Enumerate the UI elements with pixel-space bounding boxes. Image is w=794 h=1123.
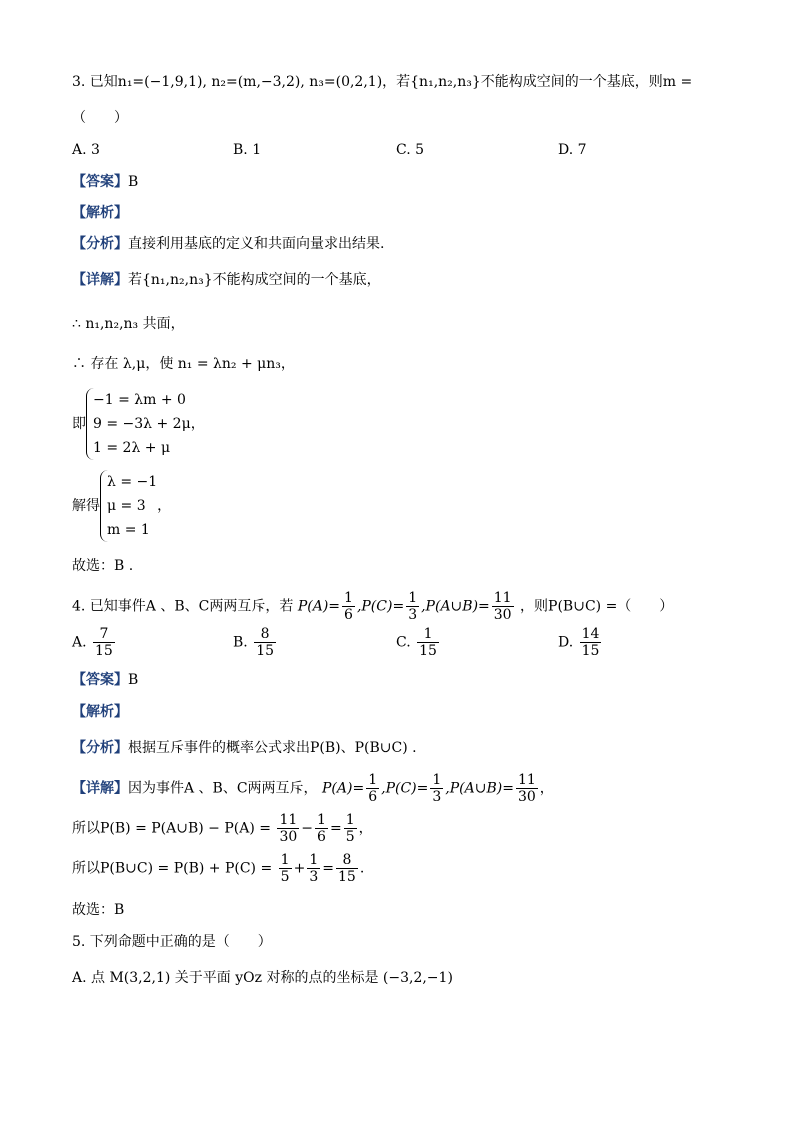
comma: ， [358,820,373,837]
analysis-tag: 【解析】 [72,704,128,720]
solution-line: λ = −1 [107,474,158,490]
fraction: $\frac{1}{3}$ [309,852,319,885]
solution-line: m = 1 [107,522,150,538]
solution-suffix: ， [157,498,172,514]
fraction: $\frac{11}{30}$ [493,590,512,623]
q4-detail-3 [72,852,364,885]
line-prefix: 所以P(B) = P(A∪B) − P(A) = [72,820,272,837]
answer-value: B [128,672,139,688]
denominator: 15 [256,643,275,659]
equation-system [86,388,191,460]
q5-option-a: A. 点 M(3,2,1) 关于平面 yOz 对称的点的坐标是 (−3,2,−1) [72,970,453,986]
detail-text: 因为事件A 、B、C两两互斥， [128,780,318,797]
fraction: $\frac{1}{6}$ [344,590,353,623]
q4-detail-1 [72,772,554,805]
q3-conclusion: 故选：B . [72,558,134,574]
denominator: 15 [581,643,600,659]
q3-option-d: D. 7 [558,142,587,158]
period: . [359,860,365,877]
numerator: 7 [93,626,115,643]
q4-conclusion: 故选：B [72,902,125,918]
system-prefix: 即 [72,416,86,432]
analysis-tag: 【解析】 [72,205,128,221]
solution-prefix: 解得 [72,498,100,514]
q5-stem: 5. 下列命题中正确的是（ ） [72,934,272,950]
fenxi-text: 根据互斥事件的概率公式求出P(B)、P(B∪C) . [128,740,417,756]
option-fraction [580,626,602,659]
fenxi-text: 直接利用基底的定义和共面向量求出结果. [128,236,385,252]
system-line: −1 = λm + 0 [93,392,186,408]
detail-text: 若{n₁,n₂,n₃}不能构成空间的一个基底， [128,272,381,288]
comma: ， [539,780,554,797]
q3-option-b: B. 1 [233,142,262,158]
q3-detail-2: ∴ n₁,n₂,n₃ 共面， [72,316,185,332]
q4-option-a [72,626,117,659]
q4-answer [72,670,138,690]
q4-stem-a: 4. 已知事件A 、B、C两两互斥，若 [72,598,294,615]
numerator: 14 [581,626,600,642]
fraction: $\frac{1}{6}$ [368,772,378,805]
numerator: 8 [254,626,276,643]
q4-option-c [396,626,441,659]
fraction: $\frac{1}{3}$ [432,772,442,805]
solution-line: μ = 3 [107,498,146,514]
q3-analysis-tag [72,203,128,223]
q4-detail-2 [72,812,373,845]
numerator: 1 [417,626,439,643]
plus: + [293,860,306,877]
q3-detail-1 [72,270,381,290]
q3-fenxi [72,234,384,254]
option-label: B. [233,634,248,651]
equals: = [329,820,342,837]
q3-paren: （ ） [72,110,128,126]
q3-detail-3: ∴ 存在 λ,μ，使 n₁ = λn₂ + μn₃， [72,356,295,372]
detail-tag: 【详解】 [72,272,128,288]
q4-stem [72,590,673,623]
equals: = [322,860,334,877]
fraction: $\frac{11}{30}$ [279,812,298,845]
q3-option-a: A. 3 [72,142,100,158]
detail-prob-aub: ,P(A∪B)= [445,780,514,797]
fraction: $\frac{8}{15}$ [337,852,356,885]
q4-option-b [233,626,278,659]
system-line: 9 = −3λ + 2μ [93,416,191,432]
fraction: $\frac{1}{3}$ [408,590,418,623]
detail-tag: 【详解】 [72,780,128,797]
q4-option-d [558,626,603,659]
q3-stem [72,72,692,92]
option-label: A. [72,634,87,651]
answer-tag: 【答案】 [72,672,128,688]
option-label: C. [396,634,411,651]
detail-probabilities: P(A)= [322,780,365,797]
q4-prob-aub: ,P(A∪B)= [421,598,490,615]
q3-stem-text: 3. 已知n₁=(−1,9,1), n₂=(m,−3,2), n₃=(0,2,1)，若{n₁,n₂,n₃}不能构成空间的一个基底，则m = [72,74,693,90]
q4-probabilities: P(A)= [297,598,341,615]
denominator: 15 [419,643,437,659]
q4-fenxi [72,738,417,758]
q4-analysis-tag [72,702,128,722]
q3-option-c: C. 5 [396,142,425,158]
answer-value: B [128,174,139,190]
option-fraction [93,626,115,659]
solution-system [100,470,157,542]
system-suffix: ， [190,416,205,432]
line-prefix: 所以P(B∪C) = P(B) + P(C) = [72,860,273,877]
option-fraction [254,626,276,659]
fenxi-tag: 【分析】 [72,740,128,756]
fraction: $\frac{1}{5}$ [345,812,355,845]
option-fraction [417,626,439,659]
q3-answer [72,172,138,192]
fraction: $\frac{1}{5}$ [280,852,290,885]
denominator: 15 [95,643,113,659]
q3-system [72,388,205,460]
fraction: $\frac{1}{6}$ [317,812,326,845]
fenxi-tag: 【分析】 [72,236,128,252]
fraction: $\frac{11}{30}$ [517,772,536,805]
answer-tag: 【答案】 [72,174,128,190]
detail-prob-c: ,P(C)= [381,780,429,797]
q4-prob-c: ,P(C)= [356,598,405,615]
system-line: 1 = 2λ + μ [93,440,171,456]
option-label: D. [558,634,574,651]
q4-stem-b: ，则P(B∪C) =（ ） [520,598,674,615]
q3-solution [72,470,171,542]
minus: − [301,820,314,837]
